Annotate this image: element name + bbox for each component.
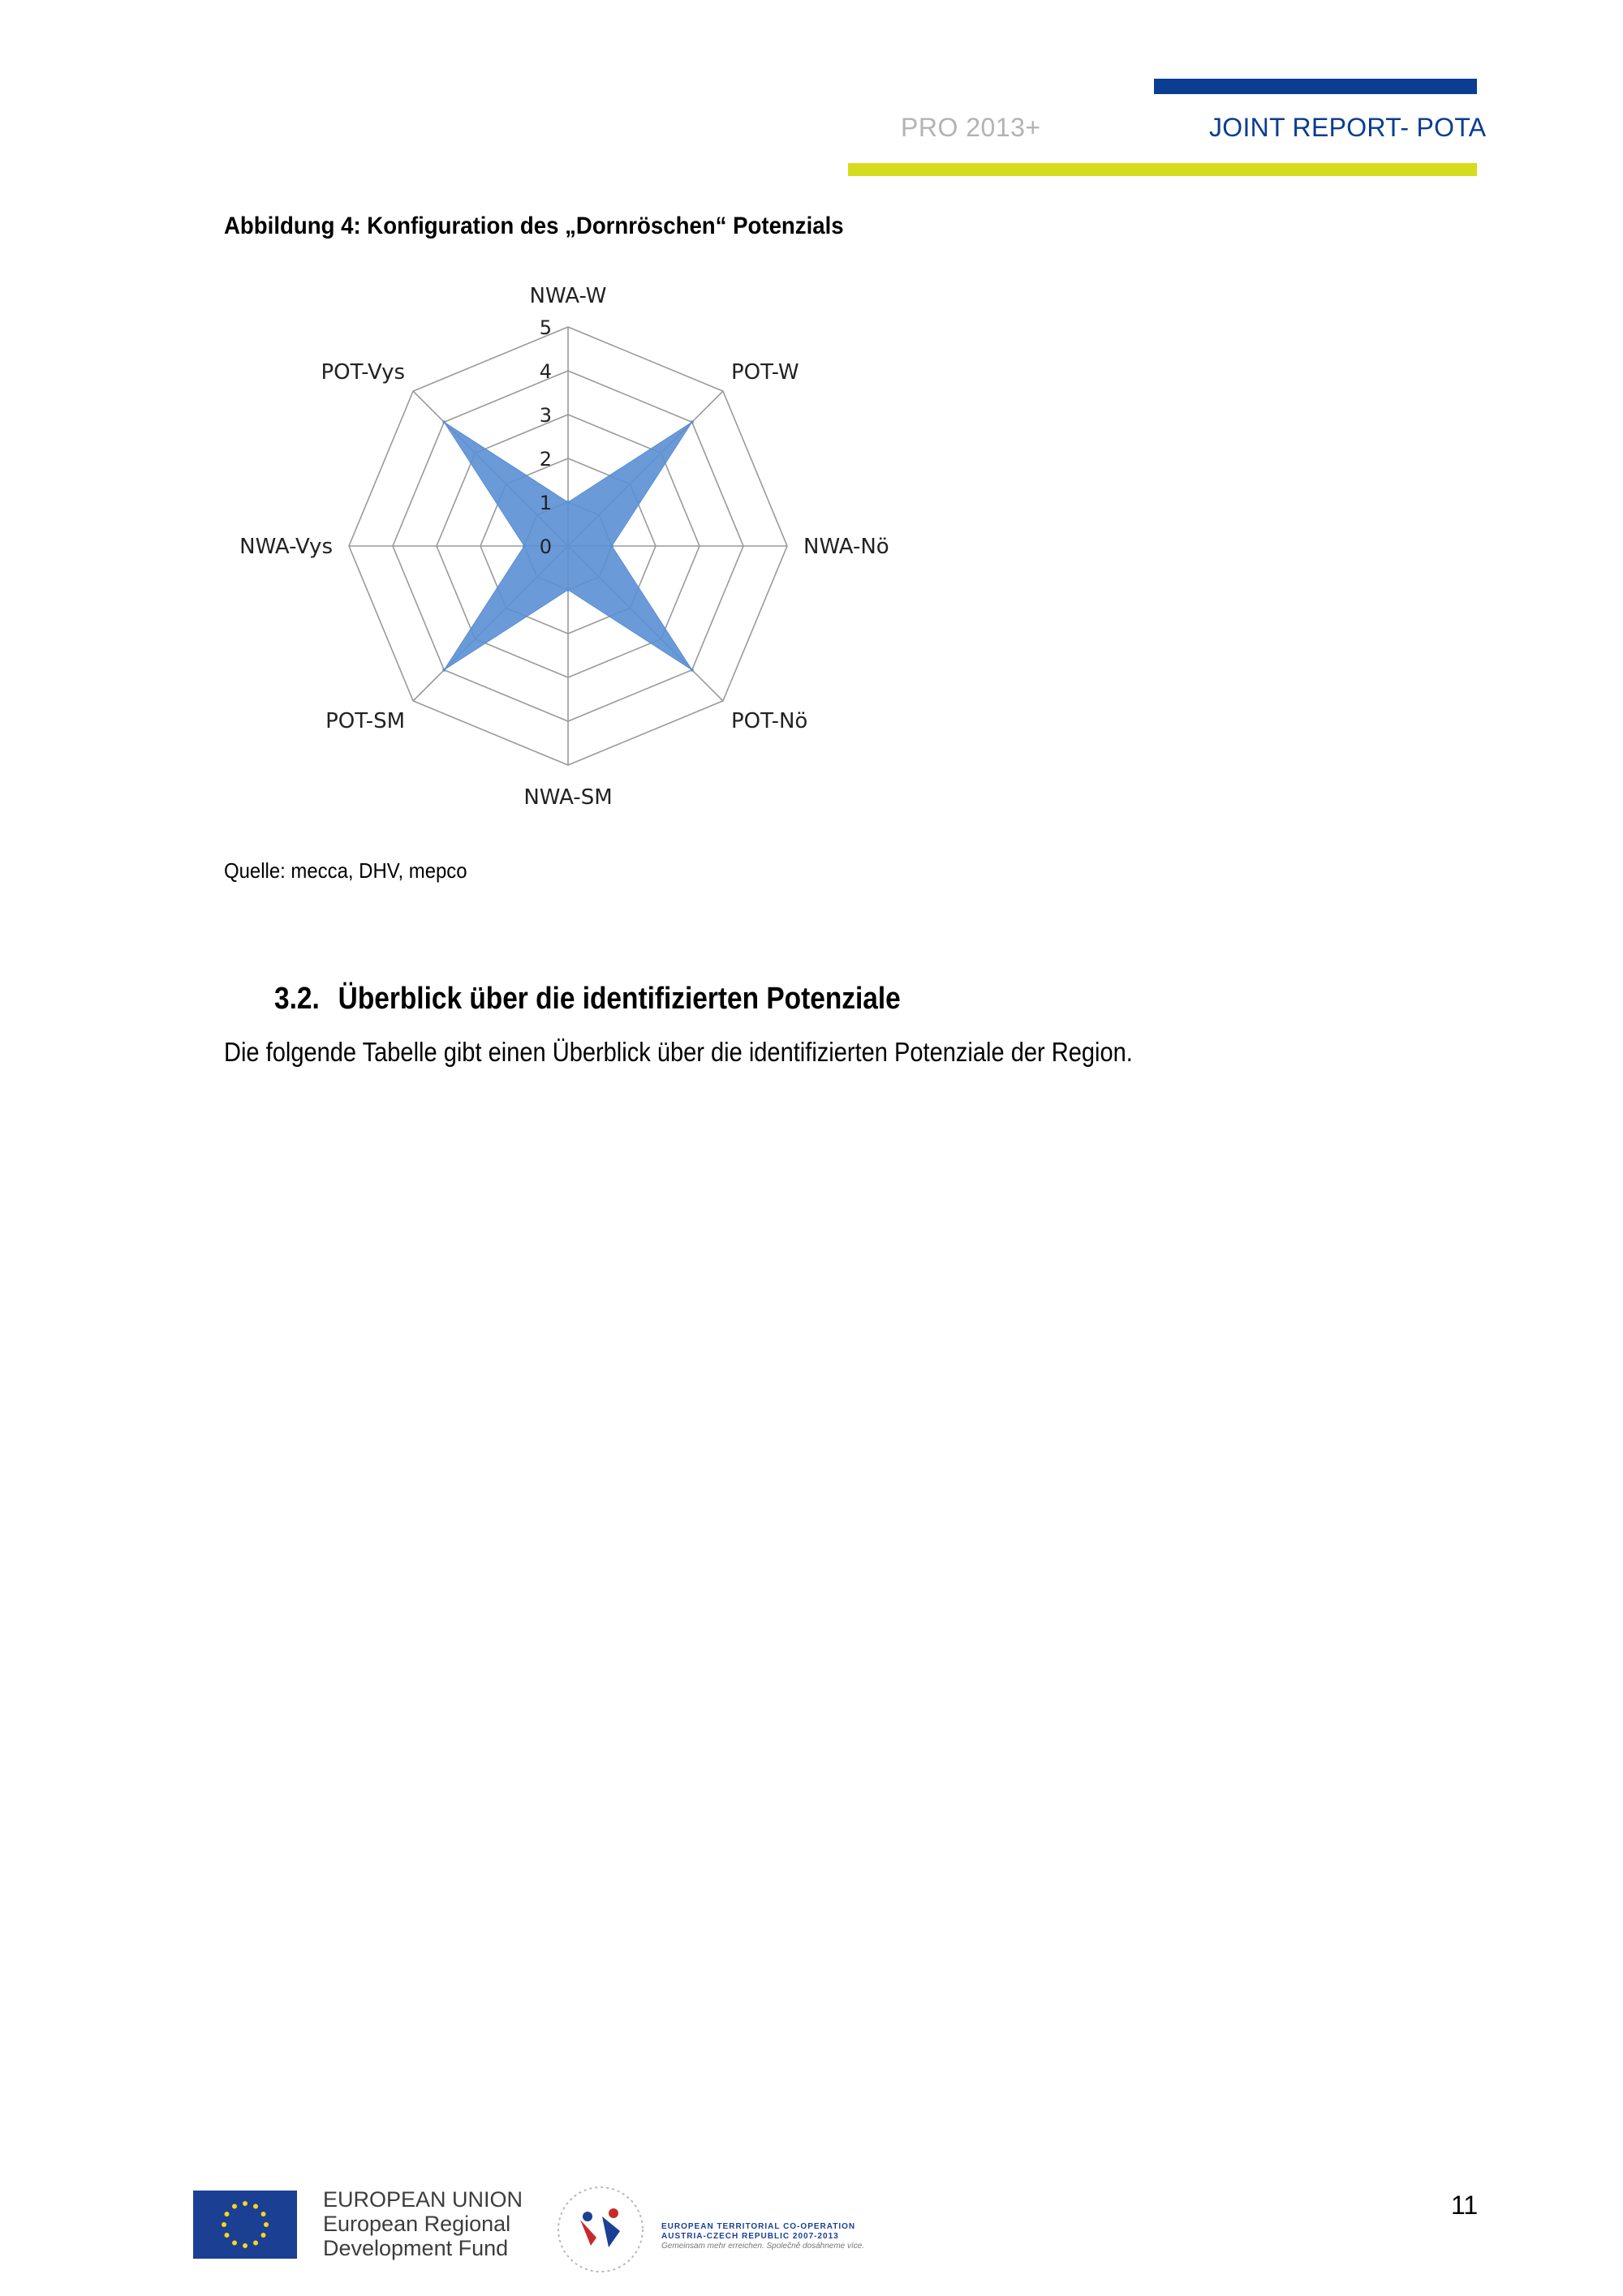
- axis-label-NWA-Nö: NWA-Nö: [803, 535, 889, 559]
- header-report-title: JOINT REPORT- POTA: [1209, 113, 1487, 142]
- data-point-POT-W: [691, 420, 694, 424]
- etc-line-1: EUROPEAN TERRITORIAL CO-OPERATION: [661, 2222, 856, 2231]
- data-point-NWA-SM: [566, 588, 570, 591]
- star-icon: [243, 2243, 248, 2248]
- header-blue-bar: [1154, 79, 1477, 94]
- etc-programme-text: [661, 2222, 864, 2251]
- star-icon: [232, 2204, 237, 2208]
- data-point-POT-Nö: [691, 669, 694, 672]
- axis-label-POT-Vys: POT-Vys: [321, 360, 406, 385]
- star-icon: [222, 2222, 226, 2227]
- header-yellow-bar: [848, 163, 1477, 176]
- eu-line-3: Development Fund: [323, 2236, 509, 2260]
- eu-fund-text: [323, 2187, 523, 2260]
- etc-line-2: AUSTRIA-CZECH REPUBLIC 2007-2013: [661, 2232, 839, 2241]
- cooperation-logo-icon: [552, 2181, 649, 2278]
- data-point-NWA-W: [566, 501, 570, 504]
- star-icon: [243, 2201, 248, 2206]
- data-point-POT-Vys: [442, 420, 446, 424]
- page-number: 11: [1451, 2191, 1479, 2220]
- star-icon: [253, 2241, 258, 2246]
- tick-label: 5: [539, 316, 552, 339]
- data-point-NWA-Nö: [610, 544, 613, 548]
- etc-line-3: Gemeinsam mehr erreichen. Společně dosáhneme více.: [661, 2242, 865, 2251]
- section-heading: [274, 982, 901, 1017]
- data-point-NWA-Vys: [523, 544, 526, 548]
- star-icon: [253, 2204, 258, 2208]
- tick-label: 3: [539, 404, 552, 427]
- data-point-POT-SM: [442, 669, 446, 672]
- axis-label-NWA-W: NWA-W: [529, 284, 607, 308]
- star-icon: [224, 2212, 229, 2216]
- axis-label-NWA-SM: NWA-SM: [523, 785, 613, 810]
- star-icon: [264, 2222, 269, 2227]
- axis-label-POT-SM: POT-SM: [325, 708, 406, 733]
- tick-label: 2: [539, 448, 552, 471]
- radar-chart: [219, 276, 917, 828]
- eu-line-2: European Regional: [323, 2212, 511, 2236]
- star-icon: [232, 2241, 237, 2246]
- section-number: 3.2.: [274, 982, 320, 1016]
- eu-line-1: EUROPEAN UNION: [323, 2187, 523, 2212]
- tick-label: 1: [539, 492, 552, 514]
- axis-label-POT-Nö: POT-Nö: [730, 708, 808, 733]
- header-project: PRO 2013+: [901, 113, 1041, 142]
- star-icon: [224, 2233, 229, 2238]
- section-title: Überblick über die identifizierten Potenziale: [338, 982, 901, 1016]
- eu-flag-icon: [193, 2191, 297, 2259]
- star-icon: [261, 2212, 266, 2216]
- figure-source: Quelle: mecca, DHV, mepco: [224, 858, 467, 883]
- star-icon: [261, 2233, 266, 2238]
- tick-label: 4: [539, 360, 552, 383]
- figure-caption: Abbildung 4: Konfiguration des „Dornröschen“ Potenzials: [224, 213, 844, 239]
- axis-label-NWA-Vys: NWA-Vys: [239, 535, 333, 559]
- tick-label: 0: [539, 535, 552, 558]
- body-paragraph: Die folgende Tabelle gibt einen Überblick über die identifizierten Potenziale der Region.: [224, 1037, 1133, 1067]
- axis-label-POT-W: POT-W: [730, 360, 799, 385]
